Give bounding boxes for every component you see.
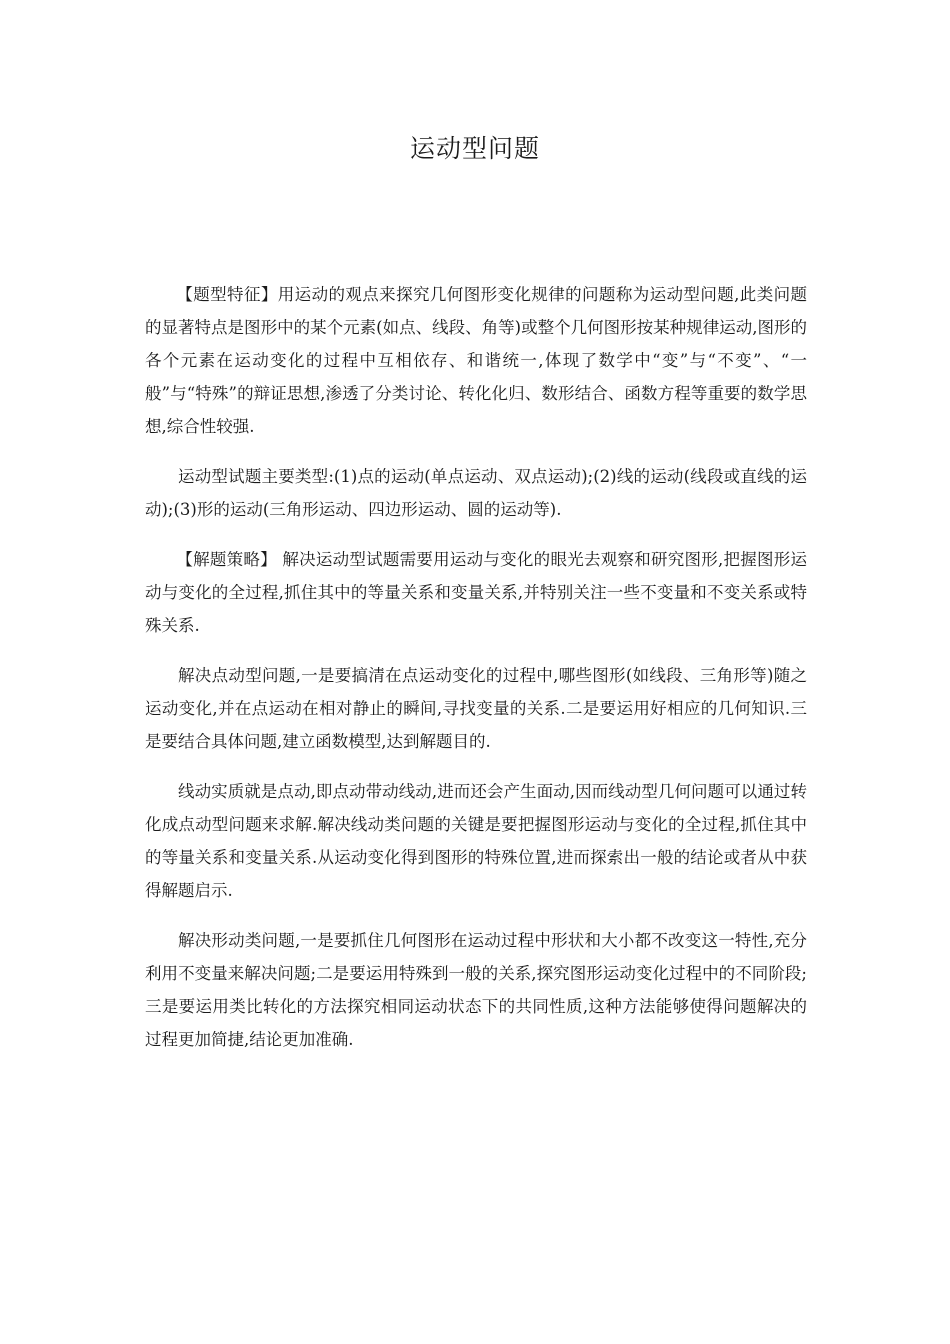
paragraph-point-motion [145,659,807,758]
paragraph-text: 解决形动类问题,一是要抓住几何图形在运动过程中形状和大小都不改变这一特性,充分利用不变量来解决问题;二是要运用特殊到一般的关系,探究图形运动变化过程中的不同阶段;三是要运用类比转化的方法探究相同运动状态下的共同性质,这种方法能够使得问题解决的过程更加简捷,结论更加准确. [145,931,807,1049]
section-label-features: 【题型特征】 [176,285,278,304]
section-label-strategy: 【解题策略】 [176,550,277,569]
page-title: 运动型问题 [409,134,540,163]
paragraph-shape-motion [145,924,807,1056]
paragraph-text: 运动型试题主要类型:(1)点的运动(单点运动、双点运动);(2)线的运动(线段或直线的运动);(3)形的运动(三角形运动、四边形运动、圆的运动等). [145,467,807,519]
paragraph-strategy [145,543,807,642]
paragraph-text: 解决运动型试题需要用运动与变化的眼光去观察和研究图形,把握图形运动与变化的全过程,抓住其中的等量关系和变量关系,并特别关注一些不变量和不变关系或特殊关系. [145,550,807,635]
paragraph-main-types [145,460,807,526]
paragraph-line-motion [145,775,807,907]
paragraph-text: 解决点动型问题,一是要搞清在点运动变化的过程中,哪些图形(如线段、三角形等)随之运动变化,并在点运动在相对静止的瞬间,寻找变量的关系.二是要运用好相应的几何知识.三是要结合具体问题,建立函数模型,达到解题目的. [145,666,807,751]
paragraph-question-features [145,278,807,443]
paragraph-text: 线动实质就是点动,即点动带动线动,进而还会产生面动,因而线动型几何问题可以通过转化成点动型问题来求解.解决线动类问题的关键是要把握图形运动与变化的全过程,抓住其中的等量关系和变量关系.从运动变化得到图形的特殊位置,进而探索出一般的结论或者从中获得解题启示. [145,782,807,900]
document-body [145,278,807,1073]
paragraph-text: 用运动的观点来探究几何图形变化规律的问题称为运动型问题,此类问题的显著特点是图形中的某个元素(如点、线段、角等)或整个几何图形按某种规律运动,图形的各个元素在运动变化的过程中互相依存、和谐统一,体现了数学中“变”与“不变”、“一般”与“特殊”的辩证思想,渗透了分类讨论、转化化归、数形结合、函数方程等重要的数学思想,综合性较强. [145,285,807,436]
